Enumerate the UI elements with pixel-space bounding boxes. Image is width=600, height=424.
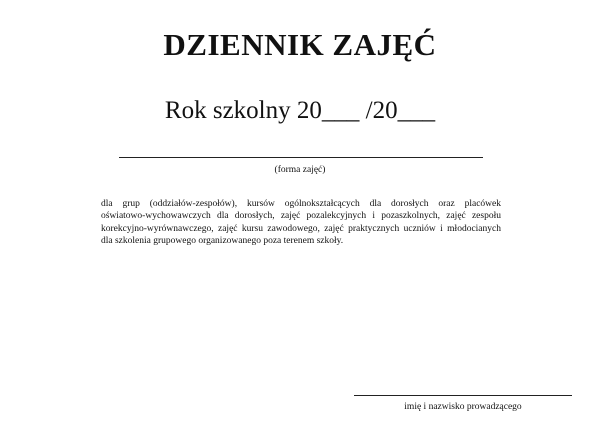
form-of-classes-blank-line xyxy=(119,157,483,158)
description-paragraph xyxy=(101,198,501,248)
description-line: dla grup (oddziałów-zespołów), kursów ogólnokształcących dla dorosłych oraz placówek xyxy=(101,199,501,209)
description-line: oświatowo-wychowawczych dla dorosłych, zajęć pozalekcyjnych i pozaszkolnych, zajęć zespołu xyxy=(101,211,501,222)
signature-caption: imię i nazwisko prowadzącego xyxy=(404,402,522,412)
form-of-classes-caption: (forma zajęć) xyxy=(274,165,326,175)
description-line: korekcyjno-wyrównawczego, zajęć kursu zawodowego, zajęć praktycznych uczniów i młodocianych xyxy=(101,223,501,234)
description-line: dla szkolenia grupowego organizowanego poza terenem szkoły. xyxy=(101,236,344,247)
page-title: DZIENNIK ZAJĘĆ xyxy=(163,27,437,62)
signature-blank-line xyxy=(354,395,572,396)
school-year-line: Rok szkolny 20___ /20___ xyxy=(164,97,436,124)
